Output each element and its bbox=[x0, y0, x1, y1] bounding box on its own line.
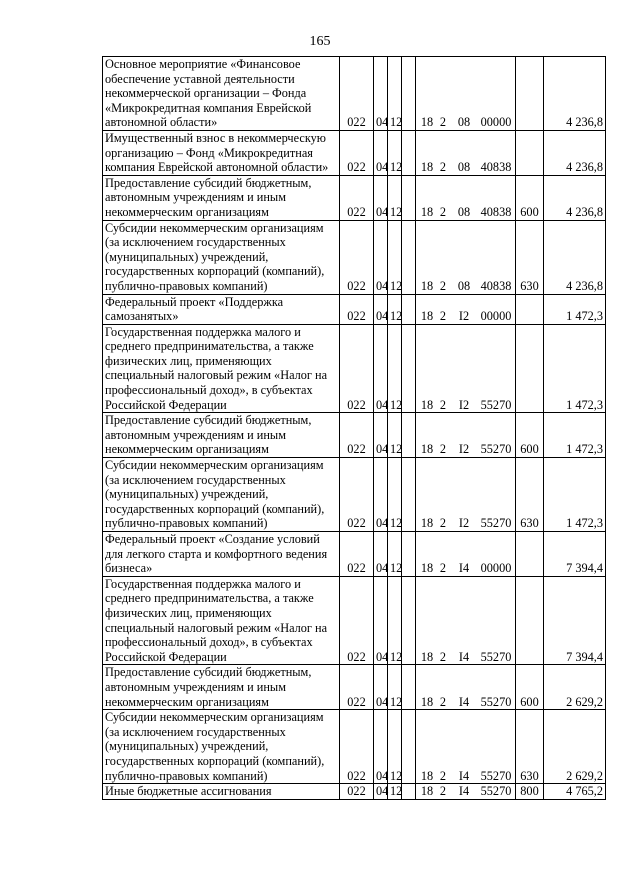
section-code: 04 bbox=[374, 294, 388, 324]
table-row bbox=[103, 220, 606, 294]
table-body bbox=[103, 57, 606, 800]
subsection-code: 12 bbox=[388, 532, 402, 577]
department-code: 022 bbox=[340, 175, 374, 220]
amount: 1 472,3 bbox=[544, 294, 606, 324]
spacer-cell bbox=[402, 413, 416, 458]
target-article-part: 18 bbox=[420, 204, 434, 219]
row-name: Иные бюджетные ассигнования bbox=[103, 784, 340, 800]
table-row bbox=[103, 665, 606, 710]
department-code: 022 bbox=[340, 130, 374, 175]
target-article-code bbox=[416, 710, 516, 784]
target-article-part: I2 bbox=[458, 516, 470, 531]
target-article-part: I4 bbox=[458, 784, 470, 799]
subsection-code: 12 bbox=[388, 710, 402, 784]
amount: 2 629,2 bbox=[544, 665, 606, 710]
target-article-part: 55270 bbox=[480, 768, 512, 783]
department-code: 022 bbox=[340, 294, 374, 324]
expense-type-code bbox=[516, 130, 544, 175]
section-code: 04 bbox=[374, 458, 388, 532]
amount: 7 394,4 bbox=[544, 532, 606, 577]
subsection-code: 12 bbox=[388, 784, 402, 800]
target-article-part: 2 bbox=[439, 768, 447, 783]
department-code: 022 bbox=[340, 784, 374, 800]
row-name: Основное мероприятие «Финансовое обеспечение уставной деятельности некоммерческой организации – Фонда «Микрокредитная компания Еврейской автономной области» bbox=[103, 57, 340, 131]
amount: 7 394,4 bbox=[544, 576, 606, 665]
expense-type-code: 630 bbox=[516, 458, 544, 532]
subsection-code: 12 bbox=[388, 175, 402, 220]
table-row bbox=[103, 784, 606, 800]
section-code: 04 bbox=[374, 57, 388, 131]
target-article-part: 55270 bbox=[480, 649, 512, 664]
target-article-code bbox=[416, 532, 516, 577]
target-article-part: I2 bbox=[458, 397, 470, 412]
target-article-part: 2 bbox=[439, 649, 447, 664]
department-code: 022 bbox=[340, 413, 374, 458]
table-row bbox=[103, 294, 606, 324]
spacer-cell bbox=[402, 220, 416, 294]
subsection-code: 12 bbox=[388, 294, 402, 324]
table-row bbox=[103, 130, 606, 175]
amount: 1 472,3 bbox=[544, 413, 606, 458]
department-code: 022 bbox=[340, 324, 374, 413]
target-article-part: I4 bbox=[458, 561, 470, 576]
row-name: Предоставление субсидий бюджетным, автономным учреждениям и иным некоммерческим организациям bbox=[103, 175, 340, 220]
target-article-part: I4 bbox=[458, 694, 470, 709]
target-article-part: I2 bbox=[458, 309, 470, 324]
section-code: 04 bbox=[374, 532, 388, 577]
target-article-part: 18 bbox=[420, 768, 434, 783]
subsection-code: 12 bbox=[388, 665, 402, 710]
expense-type-code bbox=[516, 576, 544, 665]
table-row bbox=[103, 576, 606, 665]
target-article-part: 2 bbox=[439, 160, 447, 175]
target-article-part: 08 bbox=[457, 278, 471, 293]
target-article-code bbox=[416, 220, 516, 294]
target-article-part: 2 bbox=[439, 516, 447, 531]
target-article-part: 55270 bbox=[480, 397, 512, 412]
amount: 4 236,8 bbox=[544, 220, 606, 294]
target-article-part: 2 bbox=[439, 784, 447, 799]
subsection-code: 12 bbox=[388, 458, 402, 532]
target-article-part: 40838 bbox=[480, 160, 512, 175]
target-article-code bbox=[416, 294, 516, 324]
expense-type-code: 600 bbox=[516, 413, 544, 458]
subsection-code: 12 bbox=[388, 57, 402, 131]
amount: 1 472,3 bbox=[544, 458, 606, 532]
target-article-part: 2 bbox=[439, 278, 447, 293]
row-name: Имущественный взнос в некоммерческую организацию – Фонд «Микрокредитная компания Еврейской автономной области» bbox=[103, 130, 340, 175]
table-row bbox=[103, 175, 606, 220]
amount: 4 236,8 bbox=[544, 57, 606, 131]
target-article-part: 2 bbox=[439, 442, 447, 457]
target-article-part: 18 bbox=[420, 115, 434, 130]
section-code: 04 bbox=[374, 576, 388, 665]
spacer-cell bbox=[402, 665, 416, 710]
expense-type-code: 600 bbox=[516, 175, 544, 220]
row-name: Государственная поддержка малого и среднего предпринимательства, а также физических лиц, применяющих специальный налоговый режим «Налог на профессиональный доход», в субъектах Российской Федерации bbox=[103, 576, 340, 665]
target-article-part: I2 bbox=[458, 442, 470, 457]
target-article-part: 55270 bbox=[480, 694, 512, 709]
table-row bbox=[103, 413, 606, 458]
department-code: 022 bbox=[340, 665, 374, 710]
target-article-code bbox=[416, 458, 516, 532]
row-name: Субсидии некоммерческим организациям (за исключением государственных (муниципальных) учреждений, государственных корпораций (компаний), публично-правовых компаний) bbox=[103, 710, 340, 784]
expense-type-code bbox=[516, 324, 544, 413]
target-article-part: I4 bbox=[458, 768, 470, 783]
target-article-part: 08 bbox=[457, 160, 471, 175]
table-row bbox=[103, 57, 606, 131]
target-article-part: 18 bbox=[420, 561, 434, 576]
row-name: Федеральный проект «Поддержка самозанятых» bbox=[103, 294, 340, 324]
target-article-part: 2 bbox=[439, 694, 447, 709]
target-article-part: 18 bbox=[420, 694, 434, 709]
expense-type-code: 800 bbox=[516, 784, 544, 800]
target-article-code bbox=[416, 784, 516, 800]
amount: 4 236,8 bbox=[544, 175, 606, 220]
spacer-cell bbox=[402, 130, 416, 175]
target-article-part: 18 bbox=[420, 516, 434, 531]
target-article-part: 18 bbox=[420, 649, 434, 664]
row-name: Федеральный проект «Создание условий для легкого старта и комфортного ведения бизнеса» bbox=[103, 532, 340, 577]
spacer-cell bbox=[402, 175, 416, 220]
target-article-part: I4 bbox=[458, 649, 470, 664]
target-article-part: 18 bbox=[420, 160, 434, 175]
amount: 4 765,2 bbox=[544, 784, 606, 800]
target-article-code bbox=[416, 576, 516, 665]
target-article-code bbox=[416, 665, 516, 710]
spacer-cell bbox=[402, 294, 416, 324]
target-article-part: 40838 bbox=[480, 278, 512, 293]
target-article-code bbox=[416, 57, 516, 131]
target-article-part: 18 bbox=[420, 278, 434, 293]
target-article-part: 2 bbox=[439, 397, 447, 412]
section-code: 04 bbox=[374, 710, 388, 784]
expense-type-code bbox=[516, 57, 544, 131]
table-row bbox=[103, 324, 606, 413]
target-article-part: 00000 bbox=[480, 115, 512, 130]
table-row bbox=[103, 710, 606, 784]
target-article-part: 08 bbox=[457, 115, 471, 130]
target-article-part: 55270 bbox=[480, 442, 512, 457]
target-article-part: 55270 bbox=[480, 784, 512, 799]
spacer-cell bbox=[402, 324, 416, 413]
target-article-part: 2 bbox=[439, 115, 447, 130]
subsection-code: 12 bbox=[388, 576, 402, 665]
spacer-cell bbox=[402, 710, 416, 784]
subsection-code: 12 bbox=[388, 220, 402, 294]
expense-type-code: 630 bbox=[516, 220, 544, 294]
target-article-code bbox=[416, 130, 516, 175]
target-article-code bbox=[416, 175, 516, 220]
target-article-part: 08 bbox=[457, 204, 471, 219]
amount: 1 472,3 bbox=[544, 324, 606, 413]
section-code: 04 bbox=[374, 784, 388, 800]
target-article-part: 00000 bbox=[480, 561, 512, 576]
department-code: 022 bbox=[340, 710, 374, 784]
target-article-part: 18 bbox=[420, 784, 434, 799]
budget-table bbox=[102, 56, 606, 800]
expense-type-code: 630 bbox=[516, 710, 544, 784]
target-article-part: 40838 bbox=[480, 204, 512, 219]
spacer-cell bbox=[402, 532, 416, 577]
target-article-part: 55270 bbox=[480, 516, 512, 531]
department-code: 022 bbox=[340, 532, 374, 577]
table-row bbox=[103, 532, 606, 577]
row-name: Субсидии некоммерческим организациям (за исключением государственных (муниципальных) учреждений, государственных корпораций (компаний), публично-правовых компаний) bbox=[103, 220, 340, 294]
section-code: 04 bbox=[374, 665, 388, 710]
subsection-code: 12 bbox=[388, 130, 402, 175]
row-name: Государственная поддержка малого и среднего предпринимательства, а также физических лиц, применяющих специальный налоговый режим «Налог на профессиональный доход», в субъектах Российской Федерации bbox=[103, 324, 340, 413]
department-code: 022 bbox=[340, 57, 374, 131]
row-name: Предоставление субсидий бюджетным, автономным учреждениям и иным некоммерческим организациям bbox=[103, 665, 340, 710]
target-article-part: 18 bbox=[420, 309, 434, 324]
spacer-cell bbox=[402, 57, 416, 131]
subsection-code: 12 bbox=[388, 413, 402, 458]
section-code: 04 bbox=[374, 413, 388, 458]
spacer-cell bbox=[402, 784, 416, 800]
target-article-part: 18 bbox=[420, 397, 434, 412]
page-number: 165 bbox=[309, 34, 331, 49]
expense-type-code bbox=[516, 532, 544, 577]
spacer-cell bbox=[402, 458, 416, 532]
expense-type-code bbox=[516, 294, 544, 324]
section-code: 04 bbox=[374, 130, 388, 175]
target-article-part: 18 bbox=[420, 442, 434, 457]
amount: 2 629,2 bbox=[544, 710, 606, 784]
section-code: 04 bbox=[374, 324, 388, 413]
subsection-code: 12 bbox=[388, 324, 402, 413]
table-row bbox=[103, 458, 606, 532]
row-name: Предоставление субсидий бюджетным, автономным учреждениям и иным некоммерческим организациям bbox=[103, 413, 340, 458]
target-article-part: 2 bbox=[439, 204, 447, 219]
department-code: 022 bbox=[340, 576, 374, 665]
department-code: 022 bbox=[340, 220, 374, 294]
row-name: Субсидии некоммерческим организациям (за исключением государственных (муниципальных) учреждений, государственных корпораций (компаний), публично-правовых компаний) bbox=[103, 458, 340, 532]
section-code: 04 bbox=[374, 175, 388, 220]
target-article-part: 2 bbox=[439, 309, 447, 324]
department-code: 022 bbox=[340, 458, 374, 532]
target-article-part: 00000 bbox=[480, 309, 512, 324]
target-article-part: 2 bbox=[439, 561, 447, 576]
section-code: 04 bbox=[374, 220, 388, 294]
spacer-cell bbox=[402, 576, 416, 665]
target-article-code bbox=[416, 413, 516, 458]
expense-type-code: 600 bbox=[516, 665, 544, 710]
amount: 4 236,8 bbox=[544, 130, 606, 175]
target-article-code bbox=[416, 324, 516, 413]
